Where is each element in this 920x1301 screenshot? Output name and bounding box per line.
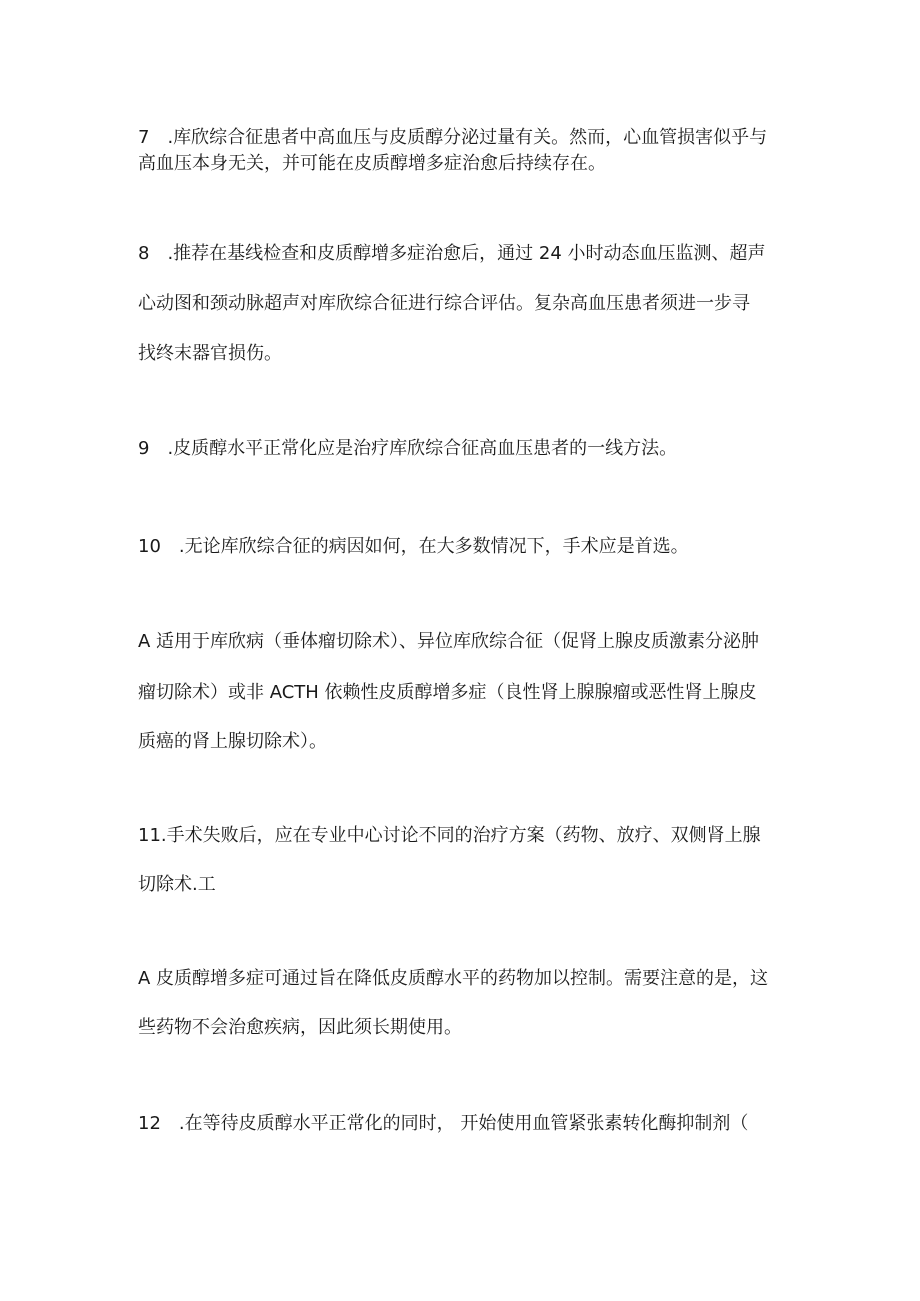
paragraph-7-line-2: 高血压本身无关，并可能在皮质醇增多症治愈后持续存在。: [138, 153, 606, 174]
paragraph-10a-line-2: 瘤切除术）或非 ACTH 依赖性皮质醇增多症（良性肾上腺腺瘤或恶性肾上腺皮: [138, 682, 757, 703]
paragraph-7-line-1: 7 .库欣综合征患者中高血压与皮质醇分泌过量有关。然而，心血管损害似乎与: [138, 127, 768, 148]
paragraph-10a-line-1: A 适用于库欣病（垂体瘤切除术）、异位库欣综合征（促肾上腺皮质激素分泌肿: [138, 631, 760, 652]
paragraph-11-line-1: 11.手术失败后，应在专业中心讨论不同的治疗方案（药物、放疗、双侧肾上腺: [138, 825, 761, 846]
paragraph-12-line-1: 12 .在等待皮质醇水平正常化的同时， 开始使用血管紧张素转化酶抑制剂（: [138, 1113, 749, 1134]
paragraph-8-line-1: 8 .推荐在基线检查和皮质醇增多症治愈后，通过 24 小时动态血压监测、超声: [138, 243, 766, 264]
paragraph-8-line-2: 心动图和颈动脉超声对库欣综合征进行综合评估。复杂高血压患者须进一步寻: [138, 293, 750, 314]
paragraph-11a-line-2: 些药物不会治愈疾病，因此须长期使用。: [138, 1017, 462, 1038]
paragraph-10-line-1: 10 .无论库欣综合征的病因如何，在大多数情况下，手术应是首选。: [138, 536, 689, 557]
paragraph-10a-line-3: 质癌的肾上腺切除术）。: [138, 731, 327, 752]
paragraph-8-line-3: 找终末器官损伤。: [138, 343, 282, 364]
paragraph-11a-line-1: A 皮质醇增多症可通过旨在降低皮质醇水平的药物加以控制。需要注意的是，这: [138, 968, 769, 989]
paragraph-9-line-1: 9 .皮质醇水平正常化应是治疗库欣综合征高血压患者的一线方法。: [138, 438, 678, 459]
paragraph-11-line-2: 切除术.工: [138, 874, 216, 895]
